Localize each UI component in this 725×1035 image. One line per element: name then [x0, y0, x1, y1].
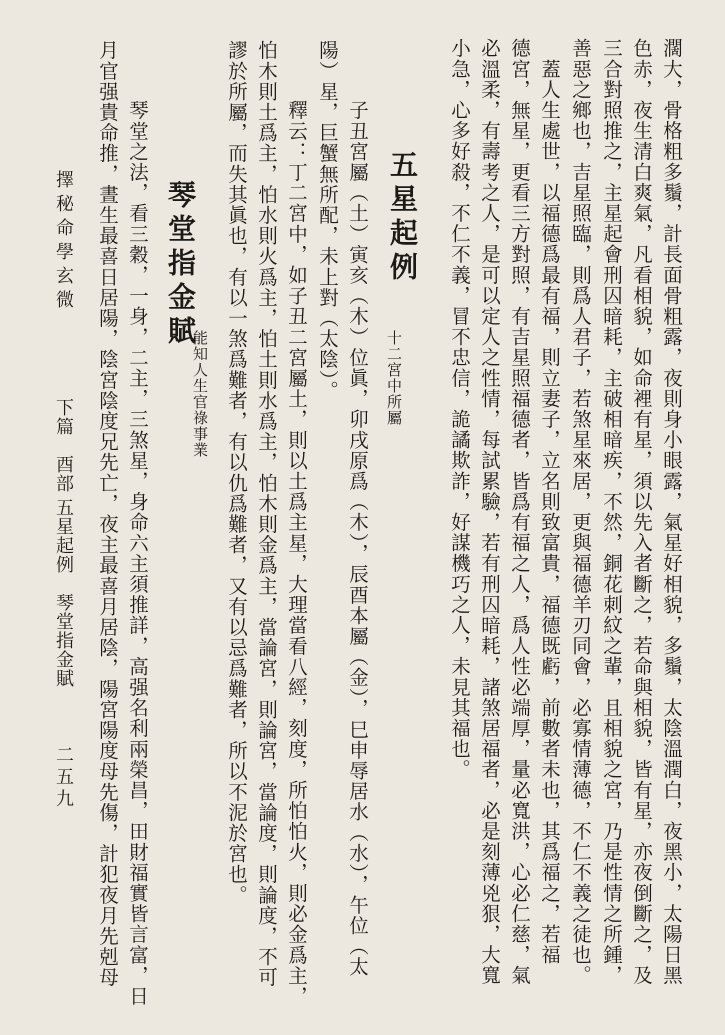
section-subheading-wuxing: 十二宮中所屬	[385, 330, 403, 426]
body-line-1: 濶大，骨格粗多鬚，計長面骨粗露，夜則身小眼露，氣星好相貌，多鬚，太陰溫潤白，夜黑小，太陽日黑	[660, 38, 683, 986]
body-line-5: 蓋人生處世，以福德爲最有福，則立妻子，立名則致富貴，福德既虧，前數者未也，其爲福之，若福	[538, 38, 561, 965]
qintang-line-1: 琴堂之法，看三穀，一身，二主，三煞星，身命六主須推詳，高强名利兩榮昌，田財福實皆言富，日	[126, 100, 149, 1007]
section-heading-wuxing: 五星起例	[386, 150, 419, 286]
wuxing-line-3: 釋云：丁二宮中，如子丑二宮屬土，則以土爲主星，大理當看八經，刻度，所怕怕火，則必金爲主，	[285, 100, 308, 1007]
body-line-8: 小急，心多好殺，不仁不義，冒不忠信，詭譎欺詐，好謀機巧之人，未見其福也。	[448, 38, 471, 780]
running-head-book-title: 擇秘命學玄微	[53, 170, 74, 314]
wuxing-line-2: 陽）星，巨蟹無所配，未上對（太陰）。	[316, 40, 339, 402]
wuxing-line-1: 子丑宮屬（土）寅亥（木）位眞，卯戌原爲（木），辰酉本屬（金），巳申辱居水（水），午位（太	[346, 100, 369, 978]
body-line-3: 三合對照推之，主星起會刑囚暗耗，主破相暗疾，不然，銅花刺紋之輩，且相貌之宮，乃是性情之所鍾，	[600, 38, 623, 986]
running-head-chapter: 五星起例 琴堂指金賦	[53, 498, 74, 688]
page-number: 二五九	[53, 745, 74, 811]
wuxing-line-4: 怕木則土爲主，怕水則火爲主，怕土則水爲主，怕木則金爲主，當論宮，則論宮，當論度，則論度，不可	[255, 40, 278, 988]
wuxing-line-5: 謬於所屬，而失其眞也，有以一煞爲難者，有以仇爲難者，又有以忌爲難者，所以不泥於宮也。	[225, 40, 248, 906]
section-subheading-qintang: 能知人生官祿事業	[191, 330, 209, 458]
body-line-4: 善惡之鄉也，吉星照臨，則爲人君子，若煞星來居，更與福德羊刃同會，必寡情薄德，不仁不義之徒也。	[569, 38, 592, 986]
section-heading-qintang: 琴堂指金賦	[164, 180, 197, 350]
running-head	[50, 170, 74, 1000]
body-line-2: 色赤，夜生清白爽氣，凡看相貌，如命裡有星，須以先入者斷之，若命與相貌，皆有星，亦夜倒斷之，及	[630, 38, 653, 986]
qintang-line-2: 月官强貴命推，晝生最喜日居陽，陰宮陰度兄先亡，夜主最喜月居陰，陽宮陽度母先傷，計犯夜月先剋母	[96, 40, 119, 988]
body-line-7: 必溫柔，有壽考之人，是可以定人之性情，每試累驗，若有刑囚暗耗，諸煞居福者，必是刻薄兇狠，大寬	[478, 38, 501, 986]
body-line-6: 德宮，無星，更看三方對照，有吉星照福德者，皆爲有福之人，爲人性必端厚，量必寬洪，心必仁慈，氣	[508, 38, 531, 986]
running-head-section: 下篇 酉部	[53, 398, 74, 493]
